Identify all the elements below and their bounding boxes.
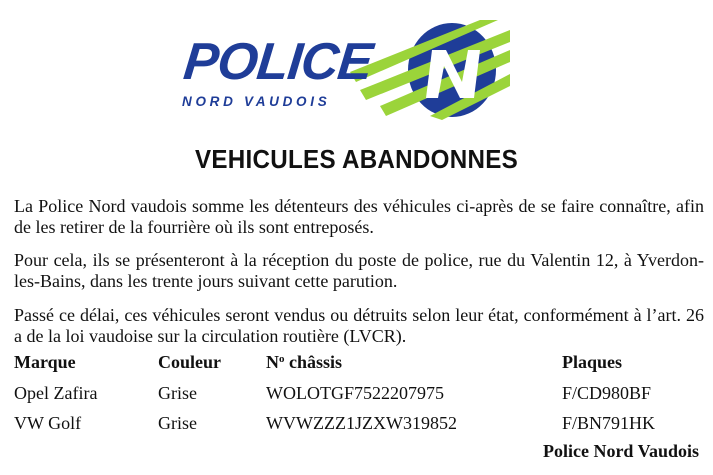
- notice-paragraph-3: Passé ce délai, ces véhicules seront vendus ou détruits selon leur état, conformément à l’art. 26 a de la loi vaudoise sur la circulation routière (LVCR).: [14, 305, 704, 346]
- header-chassis: [266, 352, 342, 373]
- cell-chassis: WVWZZZ1JZXW319852: [266, 413, 457, 433]
- header-couleur: Couleur: [158, 352, 221, 372]
- logo-wordmark: POLICE: [180, 33, 375, 91]
- table-header-row: [14, 352, 704, 376]
- cell-chassis: WOLOTGF7522207975: [266, 383, 444, 403]
- notice-title: VEHICULES ABANDONNES: [194, 144, 519, 174]
- notice-paragraph-1: La Police Nord vaudois somme les détenteurs des véhicules ci-après de se faire connaître, afin de les retirer de la fourrière où ils sont entreposés.: [14, 196, 704, 237]
- header-chassis-prefix: N: [266, 352, 279, 372]
- cell-couleur: Grise: [158, 383, 197, 403]
- cell-plaques: F/BN791HK: [562, 413, 656, 433]
- header-marque: Marque: [14, 352, 76, 372]
- notice-paragraph-2: Pour cela, ils se présenteront à la réception du poste de police, rue du Valentin 12, à Yverdon-les-Bains, dans les trente jours suivant cette parution.: [14, 250, 704, 291]
- police-logo: [180, 20, 510, 120]
- header-chassis-sup: o: [279, 353, 285, 365]
- signature: Police Nord Vaudois: [542, 441, 699, 461]
- cell-marque: VW Golf: [14, 413, 82, 433]
- logo-subtitle: NORD VAUDOIS: [182, 94, 331, 109]
- table-row: [14, 413, 704, 437]
- table-row: [14, 383, 704, 407]
- header-chassis-label: châssis: [284, 352, 343, 372]
- cell-marque: Opel Zafira: [14, 383, 98, 403]
- cell-plaques: F/CD980BF: [562, 383, 652, 403]
- header-plaques: Plaques: [562, 352, 623, 372]
- cell-couleur: Grise: [158, 413, 197, 433]
